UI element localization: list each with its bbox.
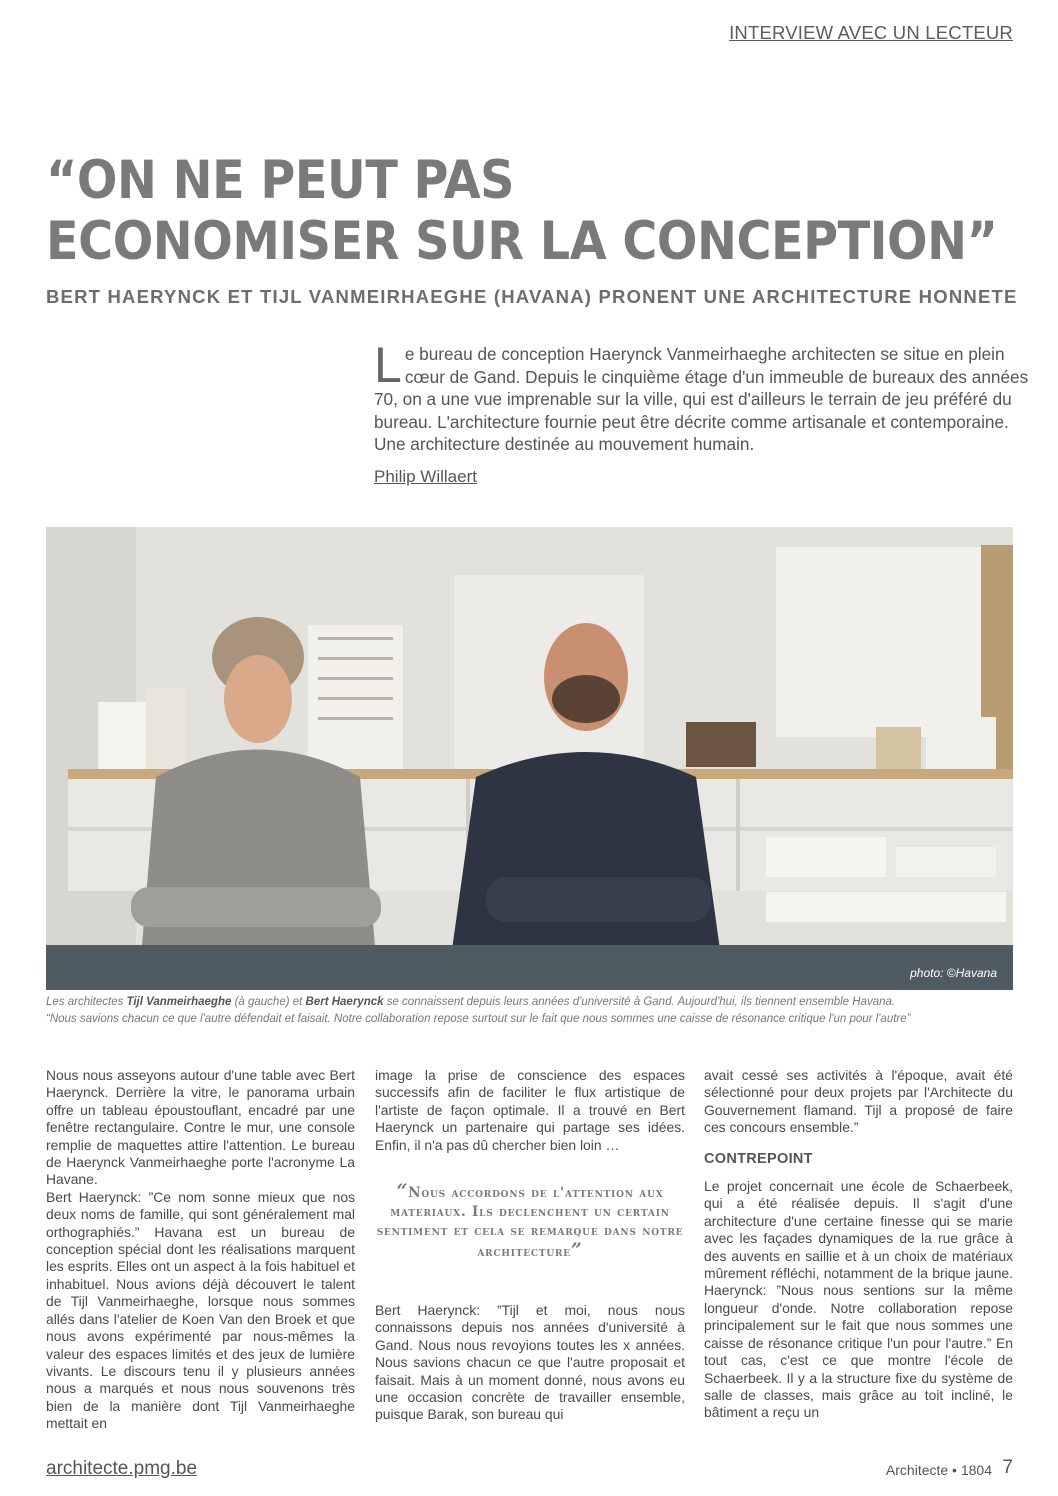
footer-url-link[interactable]: architecte.pmg.be: [46, 1458, 198, 1479]
section-label[interactable]: INTERVIEW AVEC UN LECTEUR: [729, 22, 1013, 43]
pull-quote: [375, 1182, 685, 1262]
pull-quote-open: “: [396, 1180, 409, 1203]
body-paragraph: image la prise de conscience des espaces successifs afin de faciliter le flux artistique de l'artiste de façon optimale. Il a trouvé en Bert Haerynck un partenaire qui partage ses idées. Enfin, il n'a pas dû chercher bien loin …: [375, 1067, 685, 1153]
caption-text: Les architectes: [46, 996, 127, 1008]
author-link[interactable]: Philip Willaert: [374, 467, 477, 486]
photo-caption: [46, 994, 1016, 1027]
body-paragraph: Nous nous asseyons autour d'une table avec Bert Haerynck. Derrière la vitre, le panorama urbain offre un tableau époustouflant, encadré par une fenêtre rectangulaire. Contre le mur, une console remplie de maquettes attire l'attention. Le bureau de Haerynck Vanmeirhaeghe porte l'acronyme La Havane.: [46, 1067, 355, 1188]
body-paragraph: Le projet concernait une école de Schaerbeek, qui a été réalisée depuis. Il s'agit d'une architecture d'une certaine finesse qui se marie avec les façades dynamiques de la rue grâce à des auvents en saillie et à un choix de matériaux mûrement réfléchi, notamment de la brique jaune. Haerynck: ”Nous nous sentions sur la même longueur d'onde. Notre collaboration repose principalement sur le fait que nous sommes une caisse de résonance critique l'un pour l'autre.” En tout cas, c'est ce que montre l'école de Schaerbeek. Il y a la structure fixe du système de salle de classes, mais grâce au toit incliné, le bâtiment a reçu un: [704, 1178, 1013, 1421]
headline-line-1: “ON NE PEUT PAS: [46, 150, 515, 211]
pull-quote-close: ”: [570, 1239, 583, 1262]
column-3: [704, 1067, 1013, 1422]
caption-quote: “Nous savions chacun ce que l'autre défendait et faisait. Notre collaboration repose surtout sur le fait que nous sommes une caisse de résonance critique l'un pour l'autre”: [46, 1012, 911, 1025]
headline: [46, 150, 998, 272]
page-number: 7: [1002, 1457, 1013, 1478]
subheading: CONTREPOINT: [704, 1150, 813, 1167]
column-1: [46, 1067, 355, 1433]
pull-quote-text: Nous accordons de l'attention aux materiaux. Ils declenchent un certain sentiment et cela se remarque dans notre architecture: [376, 1185, 684, 1261]
intro-text: e bureau de conception Haerynck Vanmeirhaeghe architecten se situe en plein cœur de Gand. Depuis le cinquième étage d'un immeuble de bureaux des années 70, on a une vue imprenable sur la ville, qui est d'ailleurs le terrain de jeu préféré du bureau. L'architecture fournie peut être décrite comme artisanale et contemporaine. Une architecture destinée au mouvement humain.: [374, 344, 1029, 455]
intro-paragraph: [374, 337, 1029, 456]
caption-name-2: Bert Haerynck: [305, 996, 384, 1008]
body-paragraph: avait cessé ses activités à l'époque, avait été sélectionné pour deux projets par l'Architecte du Gouvernement flamand. Tijl a proposé de faire ces concours ensemble.”: [704, 1067, 1013, 1136]
article-photo: [46, 527, 1013, 990]
architects-photo-illustration: [46, 527, 1013, 990]
body-paragraph: Bert Haerynck: ”Tijl et moi, nous nous connaissons depuis nos années d'université à Gand. Nous nous revoyions toutes les x années. Nous savions chacun ce que l'autre proposait et faisait. Mais à un moment donné, nous avons eu une occasion concrète de travailler ensemble, puisque Barak, son bureau qui: [375, 1302, 685, 1423]
drop-cap: L: [374, 337, 402, 393]
subtitle: BERT HAERYNCK ET TIJL VANMEIRHAEGHE (HAVANA) PRONENT UNE ARCHITECTURE HONNETE: [46, 286, 1018, 307]
headline-line-2: ECONOMISER SUR LA CONCEPTION”: [46, 211, 998, 272]
photo-credit: photo: ©Havana: [910, 966, 997, 980]
column-2: [375, 1067, 685, 1424]
footer-magazine-issue: Architecte • 1804: [885, 1462, 992, 1478]
caption-text: se connaissent depuis leurs années d'université à Gand. Aujourd'hui, ils tiennent ensemble Havana.: [383, 996, 896, 1008]
body-paragraph: Bert Haerynck: ”Ce nom sonne mieux que nos deux noms de famille, qui sont généralement mal orthographiés.” Havana est un bureau de conception spécial dont les réalisations marquent les esprits. Elles ont un aspect à la fois habituel et inhabituel. Nous avions déjà découvert le talent de Tijl Vanmeirhaeghe, lorsque nous sommes allés dans l'atelier de Koen Van den Broek et que nous avons expérimenté par nous-mêmes la valeur des espaces limités et des jeux de lumière vivants. Le discours tenu il y plusieurs années nous a marqués et nous nous souvenons très bien de la manière dont Tijl Vanmeirhaeghe mettait en: [46, 1188, 355, 1432]
caption-text: (à gauche) et: [231, 996, 306, 1008]
caption-name-1: Tijl Vanmeirhaeghe: [126, 996, 232, 1008]
